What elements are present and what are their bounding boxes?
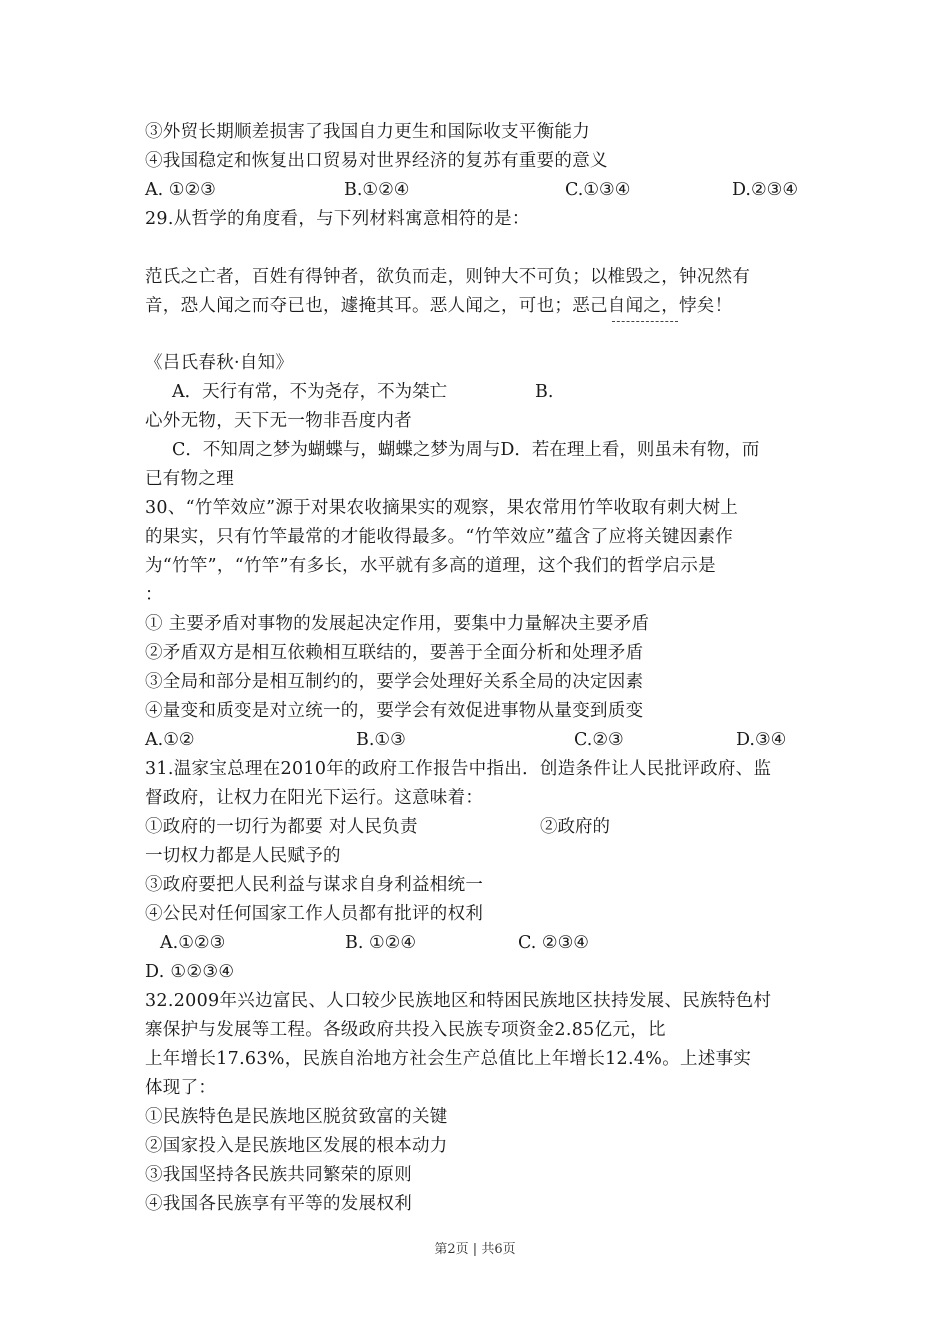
q32-item-1: ①民族特色是民族地区脱贫致富的关键 bbox=[145, 1107, 448, 1127]
q31-item-3: ③政府要把人民利益与谋求自身利益相统一 bbox=[145, 875, 484, 895]
q30-item-2: ②矛盾双方是相互依赖相互联结的，要善于全面分析和处理矛盾 bbox=[145, 643, 644, 663]
q30-option-a: A.①② bbox=[145, 730, 195, 750]
q29-passage-line-1: 范氏之亡者，百姓有得钟者，欲负而走，则钟大不可负；以椎毁之，钟况然有 bbox=[145, 267, 751, 287]
q31-item-2-cont: 一切权力都是人民赋予的 bbox=[145, 846, 341, 866]
q32-stem-line-1: 32.2009年兴边富民、人口较少民族地区和特困民族地区扶持发展、民族特色村 bbox=[145, 991, 772, 1011]
q29-option-cd: C．不知周之梦为蝴蝶与，蝴蝶之梦为周与D．若在理上看，则虽未有物，而 bbox=[172, 440, 760, 460]
q31-item-1: ①政府的一切行为都要 对人民负责 bbox=[145, 817, 418, 837]
q31-option-c: C. ②③④ bbox=[518, 933, 589, 953]
q31-item-2-start: ②政府的 bbox=[540, 817, 610, 837]
q32-stem-line-2: 寨保护与发展等工程。各级政府共投入民族专项资金2.85亿元，比 bbox=[145, 1020, 666, 1040]
q32-item-4: ④我国各民族享有平等的发展权利 bbox=[145, 1194, 412, 1214]
q30-stem-line-3: 为“竹竿”，“竹竿”有多长，水平就有多高的道理，这个我们的哲学启示是 bbox=[145, 556, 716, 576]
q30-option-c: C.②③ bbox=[574, 730, 624, 750]
q32-stem-line-4: 体现了： bbox=[145, 1078, 217, 1098]
q30-item-4: ④量变和质变是对立统一的，要学会有效促进事物从量变到质变 bbox=[145, 701, 644, 721]
q31-item-4: ④公民对任何国家工作人员都有批评的权利 bbox=[145, 904, 484, 924]
q29-stem: 29.从哲学的角度看，与下列材料寓意相符的是： bbox=[145, 209, 530, 229]
q28-option-a: A. ①②③ bbox=[145, 180, 216, 200]
q32-stem-line-3: 上年增长17.63%，民族自治地方社会生产总值比上年增长12.4%。上述事实 bbox=[145, 1049, 752, 1069]
q32-item-2: ②国家投入是民族地区发展的根本动力 bbox=[145, 1136, 448, 1156]
q29-option-b-text: 心外无物，天下无一物非吾度内者 bbox=[145, 411, 412, 431]
q30-item-1: ① 主要矛盾对事物的发展起决定作用，要集中力量解决主要矛盾 bbox=[145, 614, 650, 634]
q31-stem-line-2: 督政府，让权力在阳光下运行。这意味着： bbox=[145, 788, 484, 808]
q30-option-b: B.①③ bbox=[356, 730, 406, 750]
q30-stem-line-1: 30、“竹竿效应”源于对果农收摘果实的观察，果农常用竹竿收取有刺大树上 bbox=[145, 498, 739, 518]
q32-item-3: ③我国坚持各民族共同繁荣的原则 bbox=[145, 1165, 412, 1185]
q28-option-b: B.①②④ bbox=[344, 180, 410, 200]
q30-option-d: D.③④ bbox=[736, 730, 787, 750]
q29-option-a: A．天行有常，不为尧存，不为桀亡 bbox=[172, 382, 448, 402]
q29-passage-line-2: 音，恐人闻之而夺已也，遽掩其耳。恶人闻之，可也；恶己自闻之，悖矣！ bbox=[145, 296, 733, 316]
q28-option-d: D.②③④ bbox=[732, 180, 799, 200]
q30-item-3: ③全局和部分是相互制约的，要学会处理好关系全局的决定因素 bbox=[145, 672, 644, 692]
page-footer: 第2页 | 共6页 bbox=[434, 1242, 516, 1257]
q31-option-a: A.①②③ bbox=[160, 933, 226, 953]
q28-item-3: ③外贸长期顺差损害了我国自力更生和国际收支平衡能力 bbox=[145, 122, 590, 142]
q28-option-c: C.①③④ bbox=[565, 180, 631, 200]
q29-source: 《吕氏春秋·自知》 bbox=[145, 353, 294, 373]
q29-option-cd-cont: 已有物之理 bbox=[145, 469, 234, 489]
dash-separator bbox=[612, 321, 678, 322]
q28-item-4: ④我国稳定和恢复出口贸易对世界经济的复苏有重要的意义 bbox=[145, 151, 608, 171]
q29-option-b-label: B. bbox=[535, 382, 554, 402]
q30-stem-line-2: 的果实，只有竹竿最常的才能收得最多。“竹竿效应”蕴含了应将关键因素作 bbox=[145, 527, 734, 547]
q31-stem-line-1: 31.温家宝总理在2010年的政府工作报告中指出．创造条件让人民批评政府、监 bbox=[145, 759, 772, 779]
q31-option-b: B. ①②④ bbox=[345, 933, 417, 953]
q31-option-d: D. ①②③④ bbox=[145, 962, 235, 982]
q30-stem-line-4: ： bbox=[145, 585, 163, 605]
